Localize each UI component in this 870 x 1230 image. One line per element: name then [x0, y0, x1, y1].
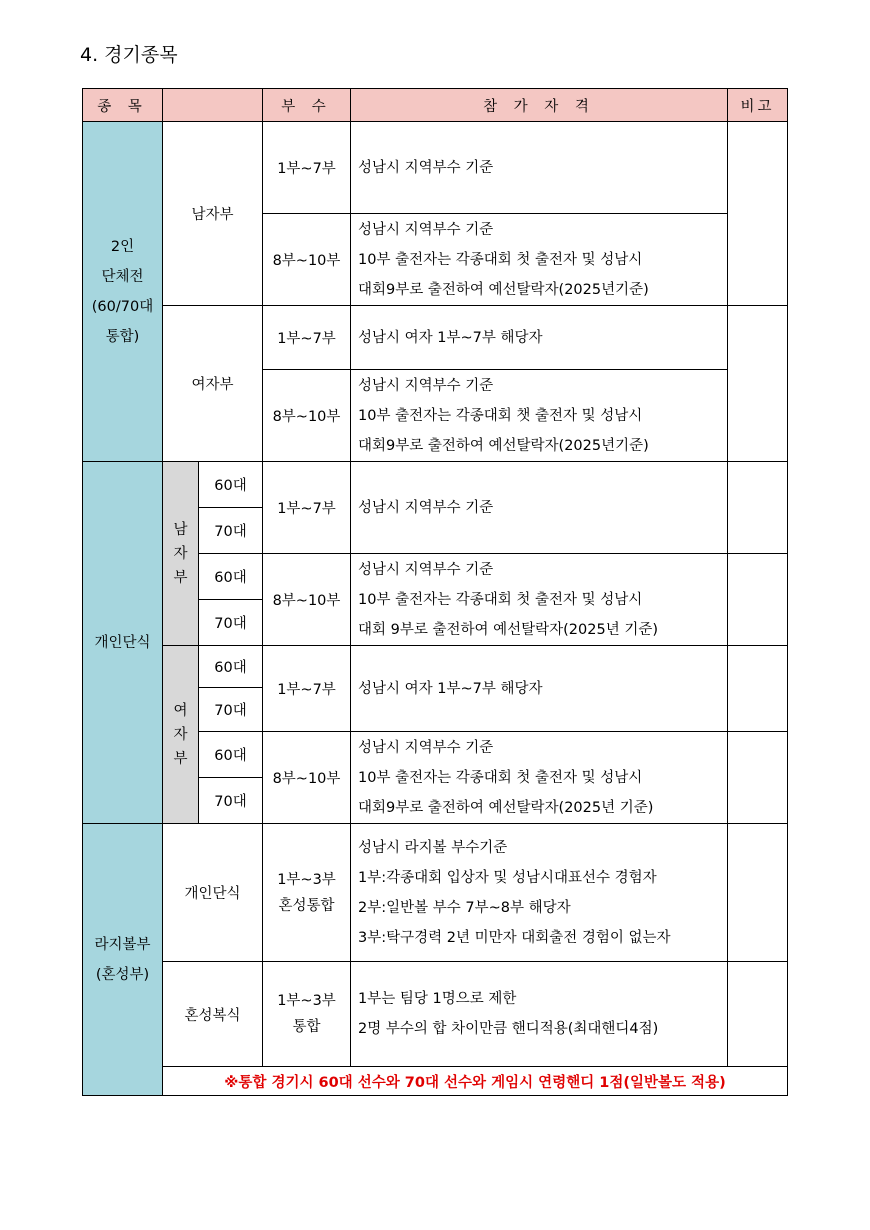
age-70-cell: 70대 [199, 688, 263, 732]
division-cell: 1부~3부 통합 [263, 962, 351, 1067]
qualification-cell: 성남시 여자 1부~7부 해당자 [351, 646, 728, 732]
notice-text: ※통합 경기시 60대 선수와 70대 선수와 게임시 연령핸디 1점(일반볼도 적용) [163, 1067, 788, 1096]
header-event: 종 목 [83, 89, 163, 122]
age-70-cell: 70대 [199, 508, 263, 554]
qualification-cell: 성남시 지역부수 기준 [351, 462, 728, 554]
table-row [83, 306, 788, 370]
remarks-cell [728, 732, 788, 824]
section-title: 4. 경기종목 [80, 44, 178, 66]
largeball-singles-label: 개인단식 [163, 824, 263, 962]
header-remarks: 비고 [728, 89, 788, 122]
division-cell: 8부~10부 [263, 214, 351, 306]
remarks-cell [728, 646, 788, 732]
division-cell: 1부~3부 혼성통합 [263, 824, 351, 962]
qualification-cell: 성남시 라지볼 부수기준 1부:각종대회 입상자 및 성남시대표선수 경험자 2부:일반볼 부수 7부~8부 해당자 3부:탁구경력 2년 미만자 대회출전 경험이 없는자 [351, 824, 728, 962]
remarks-cell [728, 306, 788, 462]
header-qualification: 참 가 자 격 [351, 89, 728, 122]
header-division: 부 수 [263, 89, 351, 122]
header-empty [163, 89, 263, 122]
remarks-cell [728, 554, 788, 646]
remarks-cell [728, 824, 788, 962]
qualification-cell: 1부는 팀당 1명으로 제한 2명 부수의 합 차이만큼 핸디적용(최대핸디4점) [351, 962, 728, 1067]
team-women-label: 여자부 [163, 306, 263, 462]
age-60-cell: 60대 [199, 646, 263, 688]
table-row [83, 122, 788, 214]
division-cell: 1부~7부 [263, 462, 351, 554]
division-cell: 1부~7부 [263, 306, 351, 370]
table-row [83, 824, 788, 962]
division-cell: 8부~10부 [263, 554, 351, 646]
division-cell: 8부~10부 [263, 370, 351, 462]
age-60-cell: 60대 [199, 462, 263, 508]
qualification-cell: 성남시 지역부수 기준 10부 출전자는 각종대회 첫 출전자 및 성남시 대회9부로 출전하여 예선탈락자(2025년기준) [351, 214, 728, 306]
category-singles: 개인단식 [83, 462, 163, 824]
remarks-cell [728, 462, 788, 554]
age-60-cell: 60대 [199, 554, 263, 600]
category-team: 2인 단체전 (60/70대 통합) [83, 122, 163, 462]
qualification-cell: 성남시 지역부수 기준 10부 출전자는 각종대회 챗 출전자 및 성남시 대회9부로 출전하여 예선탈락자(2025년기준) [351, 370, 728, 462]
singles-men-label: 남 자 부 [163, 462, 199, 646]
age-70-cell: 70대 [199, 600, 263, 646]
age-60-cell: 60대 [199, 732, 263, 778]
division-cell: 8부~10부 [263, 732, 351, 824]
qualification-cell: 성남시 지역부수 기준 10부 출전자는 각종대회 첫 출전자 및 성남시 대회9부로 출전하여 예선탈락자(2025년 기준) [351, 732, 728, 824]
qualification-cell: 성남시 지역부수 기준 10부 출전자는 각종대회 첫 출전자 및 성남시 대회 9부로 출전하여 예선탈락자(2025년 기준) [351, 554, 728, 646]
table-row [83, 462, 788, 508]
qualification-cell: 성남시 여자 1부~7부 해당자 [351, 306, 728, 370]
events-table [82, 88, 788, 1096]
category-largeball: 라지볼부 (혼성부) [83, 824, 163, 1096]
division-cell: 1부~7부 [263, 122, 351, 214]
remarks-cell [728, 122, 788, 306]
table-row [83, 1067, 788, 1096]
team-men-label: 남자부 [163, 122, 263, 306]
table-row [83, 646, 788, 688]
qualification-cell: 성남시 지역부수 기준 [351, 122, 728, 214]
table-header-row [83, 89, 788, 122]
age-70-cell: 70대 [199, 778, 263, 824]
singles-women-label: 여 자 부 [163, 646, 199, 824]
table-row [83, 962, 788, 1067]
remarks-cell [728, 962, 788, 1067]
largeball-doubles-label: 혼성복식 [163, 962, 263, 1067]
division-cell: 1부~7부 [263, 646, 351, 732]
